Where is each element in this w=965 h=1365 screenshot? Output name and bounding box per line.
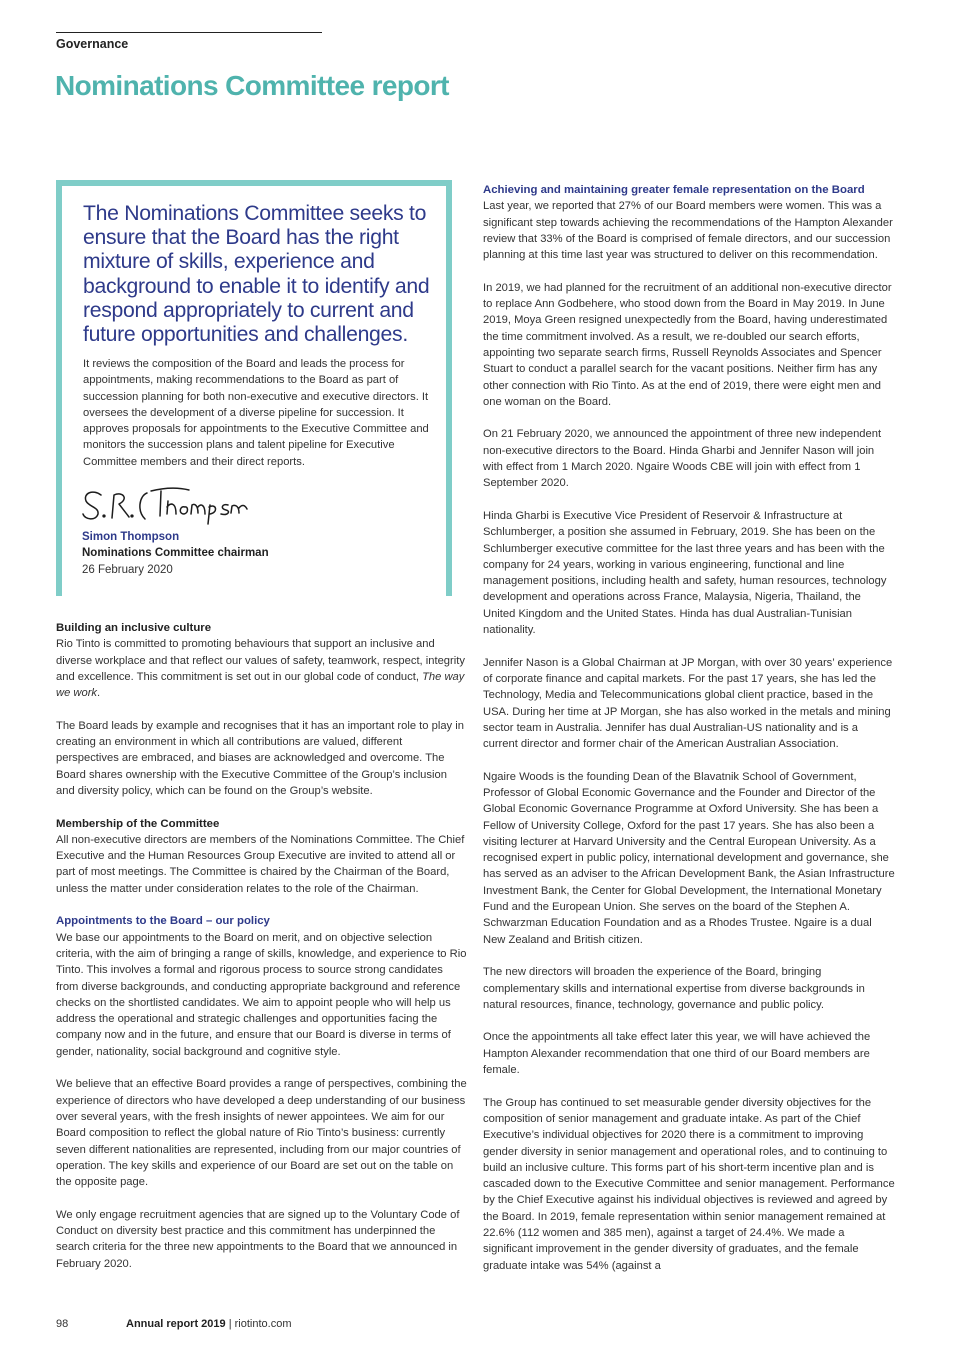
footer-report xyxy=(126,1318,291,1330)
paragraph: Last year, we reported that 27% of our Board members were women. This was a significant step towards achieving the recommendations of the Hampton Alexander review that 33% of the Board is comprised of female directors, and our succession planning at this time last year was structured to deliver on this recommendation. xyxy=(483,200,893,262)
heading-inclusive-culture: Building an inclusive culture xyxy=(56,622,212,634)
paragraph: On 21 February 2020, we announced the appointment of three new independent non-executive directors to the Board. Hinda Gharbi and Jennifer Nason will join with effect from 1 March 2020. Ngaire Woods CBE will join with effect from 1 September 2020. xyxy=(483,428,882,490)
paragraph: In 2019, we had planned for the recruitment of an additional non-executive director to replace Ann Godbehere, who stood down from the Board in May 2019. In June 2019, Moya Green resigned unexpectedly from the Board, having underestimated the time commitment involved. As a result, we re-doubled our search efforts, appointing two separate search firms, Russell Reynolds Associates and Spencer Stuart to conduct a parallel search for the vacant positions. Neither firm has any other connection with Rio Tinto. As at the end of 2019, there were eight men and one woman on the Board. xyxy=(483,281,892,408)
report-label: Annual report 2019 xyxy=(126,1318,226,1330)
page-title: Nominations Committee report xyxy=(55,70,449,101)
paragraph: The Board leads by example and recognises that it has an important role to play in creating an environment in which all contributions are valued, different perspectives are embraced, and biases are acknowledged and overcome. The Board shares ownership with the Executive Committee of the Group’s inclusion and diversity policy, which can be found on the Group’s website. xyxy=(56,719,464,797)
quote-body: It reviews the composition of the Board and leads the process for appointments, making recommendations to the Board as part of succession planning for both non-executive and executive directors. It oversees the development of a diverse pipeline for succession. It approves proposals for appointments to the Executive Committee and monitors the succession plans and talent pipeline for Executive Committee members and their direct reports. xyxy=(83,358,429,468)
paragraph: The new directors will broaden the experience of the Board, bringing complementary skills and international expertise from diverse backgrounds in natural resources, finance, technology, governance and public policy. xyxy=(483,966,865,1011)
left-column xyxy=(56,620,468,1288)
paragraph: Hinda Gharbi is Executive Vice President of Reservoir & Infrastructure at Schlumberger, a position she assumed in February, 2019. She has been on the Schlumberger executive committee for the last three years and has been with the company for 24 years, working in various engineering, functional and line management positions, including health and safety, human resources, technology development and operations across France, Malaysia, Nigeria, Thailand, the United Kingdom and the United States. Hinda has dual Australian-Tunisian nationality. xyxy=(483,509,887,637)
paragraph: Once the appointments all take effect later this year, we will have achieved the Hampton Alexander recommendation that one third of our Board members are female. xyxy=(483,1031,871,1077)
chairman-signature xyxy=(81,483,251,527)
paragraph: The Group has continued to set measurable gender diversity objectives for the composition of senior management and graduate intake. As part of the Chief Executive’s individual objectives for 2020 there is a commitment to improving gender diversity in senior management and operational roles, and to continuing to build an inclusive culture. This forms part of his short-term incentive plan and is cascaded down to the Executive Committee and senior management. Performance by the Chief Executive against his individual objectives is reviewed and agreed by the Board. In 2019, female representation within senior management remained at 22.6% (112 women and 385 men), against a target of 24.4%. We made a significant improvement in the gender diversity of graduates, and the female graduate intake was 54% (against a xyxy=(483,1096,895,1272)
heading-membership: Membership of the Committee xyxy=(56,817,220,830)
footer-separator: | xyxy=(228,1318,232,1330)
heading-female-representation: Achieving and maintaining greater female representation on the Board xyxy=(483,184,865,196)
paragraph: All non-executive directors are members of the Nominations Committee. The Chief Executive and the Human Resources Group Executive are invited to attend all or part of most meetings. The Committee is chaired by the Chairman of the Board, unless the matter under consideration relates to the role of the Chairman. xyxy=(56,833,465,895)
right-column xyxy=(483,182,895,1290)
paragraph: Rio Tinto is committed to promoting behaviours that support an inclusive and diverse workplace and that reflect our values of safety, teamwork, respect, integrity and excellence. This commitment is set out in our global code of conduct, The way we work. xyxy=(56,638,465,700)
signatory-role: Nominations Committee chairman xyxy=(82,547,269,559)
paragraph: Ngaire Woods is the founding Dean of the Blavatnik School of Government, Professor of Global Economic Governance and the Founder and Director of the Global Economic Governance Programme at Oxford University. She has been a Fellow of University College, Oxford for the past 17 years. She has also been a visiting lecturer at Harvard University and the Central European University. As a recognised expert in public policy, international development and governance, she has served as an adviser to the African Development Bank, the Asian Infrastructure Investment Bank, the Center for Global Development, the International Monetary Fund and the European Union. She serves on the board of the Stephen A. Schwarzman Education Foundation and as a Rhodes Trustee. Ngaire is a dual New Zealand and British citizen. xyxy=(483,770,895,946)
paragraph: Jennifer Nason is a Global Chairman at JP Morgan, with over 30 years’ experience of corporate finance and capital markets. For the past 17 years, she has led the Technology, Media and Telecommunications global client practice, based in the USA. During her time at JP Morgan, she has also worked in the metals and mining sector team in Australia. Jennifer has dual Australian-US nationality and is a current director and former chair of the American Australian Association. xyxy=(483,656,893,751)
page-number: 98 xyxy=(56,1318,69,1330)
signature-date: 26 February 2020 xyxy=(82,564,173,576)
section-label: Governance xyxy=(56,37,129,51)
heading-appointments-policy: Appointments to the Board – our policy xyxy=(56,915,270,928)
paragraph: We base our appointments to the Board on merit, and on objective selection criteria, with the aim of bringing a range of skills, knowledge, and experience to Rio Tinto. This involves a formal and rigorous process to source strong candidates from diverse backgrounds, and conducting appropriate background and reference checks on the shortlisted candidates. We aim to appoint people who will help us address the operational and strategic challenges and opportunities facing the company now and in the future, and ensure that our Board is diverse in terms of gender, nationality, social background and cognitive style. xyxy=(56,931,467,1058)
paragraph: We only engage recruitment agencies that are signed up to the Voluntary Code of Conduct on diversity best practice and this commitment has underpinned the search criteria for the three new appointments to the Board that we announced in February 2020. xyxy=(56,1208,460,1270)
website-link[interactable]: riotinto.com xyxy=(234,1318,292,1330)
header-rule xyxy=(56,32,322,33)
paragraph: We believe that an effective Board provides a range of perspectives, combining the experience of directors who have developed a deep understanding of our business over several years, with the fresh insights of newer appointees. We aim for our Board composition to reflect the global nature of Rio Tinto’s business: currently seven different nationalities are represented, including from our major countries of operation. The key skills and experience of our Board are set out on the table on the opposite page. xyxy=(56,1078,467,1189)
quote-lead: The Nominations Committee seeks to ensure that the Board has the right mixture of skills, experience and background to enable it to identify and respond appropriately to current and future opportunities and challenges. xyxy=(83,202,430,347)
signatory-name: Simon Thompson xyxy=(82,531,180,543)
